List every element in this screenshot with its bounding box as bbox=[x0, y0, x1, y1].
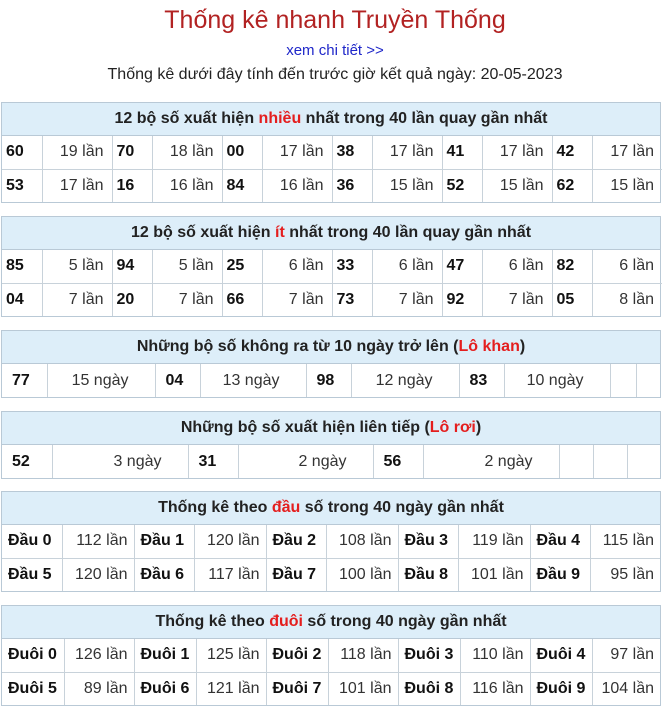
days-cell: 13 ngày bbox=[200, 364, 306, 397]
empty-cell bbox=[610, 364, 636, 397]
count-cell: 110 lần bbox=[460, 639, 530, 672]
days-cell: 12 ngày bbox=[351, 364, 459, 397]
count-cell: 89 lần bbox=[64, 672, 134, 705]
number-cell: 04 bbox=[2, 283, 42, 316]
number-cell: 31 bbox=[188, 445, 238, 478]
count-cell: 7 lần bbox=[152, 283, 222, 316]
table-row bbox=[2, 136, 662, 169]
days-cell: 3 ngày bbox=[52, 445, 188, 478]
table-row bbox=[2, 525, 660, 558]
count-cell: 108 lần bbox=[326, 525, 398, 558]
count-cell: 8 lần bbox=[592, 283, 662, 316]
number-cell: 98 bbox=[306, 364, 351, 397]
number-cell: Đầu 6 bbox=[134, 558, 194, 591]
count-cell: 7 lần bbox=[372, 283, 442, 316]
dau-header: Thống kê theo đầu số trong 40 ngày gần nhất bbox=[2, 492, 660, 525]
table-row bbox=[2, 283, 662, 316]
detail-link[interactable]: xem chi tiết >> bbox=[286, 42, 384, 59]
number-cell: 84 bbox=[222, 169, 262, 202]
count-cell: 120 lần bbox=[62, 558, 134, 591]
count-cell: 5 lần bbox=[42, 250, 112, 283]
count-cell: 17 lần bbox=[482, 136, 552, 169]
empty-cell bbox=[627, 445, 662, 478]
number-cell: Đầu 4 bbox=[530, 525, 590, 558]
duoi-header: Thống kê theo đuôi số trong 40 ngày gần nhất bbox=[2, 606, 660, 639]
count-cell: 120 lần bbox=[194, 525, 266, 558]
duoi-panel bbox=[1, 605, 661, 706]
count-cell: 101 lần bbox=[328, 672, 398, 705]
number-cell: 60 bbox=[2, 136, 42, 169]
number-cell: 77 bbox=[2, 364, 47, 397]
number-cell: 66 bbox=[222, 283, 262, 316]
most-frequent-table bbox=[2, 136, 662, 202]
lo-roi-panel bbox=[1, 411, 661, 479]
count-cell: 100 lần bbox=[326, 558, 398, 591]
number-cell: Đuôi 2 bbox=[266, 639, 328, 672]
number-cell: Đuôi 8 bbox=[398, 672, 460, 705]
count-cell: 15 lần bbox=[482, 169, 552, 202]
page-subtitle: Thống kê dưới đây tính đến trước giờ kết quả ngày: 20-05-2023 bbox=[107, 66, 563, 83]
count-cell: 126 lần bbox=[64, 639, 134, 672]
number-cell: 47 bbox=[442, 250, 482, 283]
number-cell: Đầu 9 bbox=[530, 558, 590, 591]
empty-cell bbox=[559, 445, 593, 478]
count-cell: 115 lần bbox=[590, 525, 660, 558]
number-cell: 56 bbox=[373, 445, 423, 478]
number-cell: 83 bbox=[459, 364, 504, 397]
count-cell: 117 lần bbox=[194, 558, 266, 591]
number-cell: Đầu 7 bbox=[266, 558, 326, 591]
count-cell: 7 lần bbox=[42, 283, 112, 316]
dau-panel bbox=[1, 491, 661, 592]
number-cell: 42 bbox=[552, 136, 592, 169]
number-cell: 33 bbox=[332, 250, 372, 283]
days-cell: 15 ngày bbox=[47, 364, 155, 397]
count-cell: 17 lần bbox=[372, 136, 442, 169]
number-cell: 92 bbox=[442, 283, 482, 316]
number-cell: 73 bbox=[332, 283, 372, 316]
days-cell: 10 ngày bbox=[504, 364, 610, 397]
count-cell: 17 lần bbox=[262, 136, 332, 169]
number-cell: 53 bbox=[2, 169, 42, 202]
days-cell: 2 ngày bbox=[238, 445, 373, 478]
number-cell: 38 bbox=[332, 136, 372, 169]
lo-roi-table bbox=[2, 445, 662, 478]
empty-cell bbox=[636, 364, 662, 397]
lo-khan-table bbox=[2, 364, 662, 397]
count-cell: 101 lần bbox=[458, 558, 530, 591]
number-cell: 36 bbox=[332, 169, 372, 202]
number-cell: Đuôi 6 bbox=[134, 672, 196, 705]
count-cell: 119 lần bbox=[458, 525, 530, 558]
number-cell: Đầu 2 bbox=[266, 525, 326, 558]
number-cell: 00 bbox=[222, 136, 262, 169]
most-frequent-header: 12 bộ số xuất hiện nhiều nhất trong 40 lần quay gần nhất bbox=[2, 103, 660, 136]
count-cell: 95 lần bbox=[590, 558, 660, 591]
number-cell: Đuôi 9 bbox=[530, 672, 592, 705]
dau-table bbox=[2, 525, 660, 591]
table-row bbox=[2, 169, 662, 202]
count-cell: 118 lần bbox=[328, 639, 398, 672]
lo-khan-header: Những bộ số không ra từ 10 ngày trở lên (Lô khan) bbox=[2, 331, 660, 364]
number-cell: 85 bbox=[2, 250, 42, 283]
number-cell: 52 bbox=[442, 169, 482, 202]
number-cell: Đầu 1 bbox=[134, 525, 194, 558]
number-cell: 41 bbox=[442, 136, 482, 169]
count-cell: 121 lần bbox=[196, 672, 266, 705]
least-frequent-header: 12 bộ số xuất hiện ít nhất trong 40 lần quay gần nhất bbox=[2, 217, 660, 250]
count-cell: 15 lần bbox=[592, 169, 662, 202]
count-cell: 6 lần bbox=[262, 250, 332, 283]
table-row bbox=[2, 558, 660, 591]
number-cell: Đuôi 4 bbox=[530, 639, 592, 672]
count-cell: 104 lần bbox=[592, 672, 660, 705]
count-cell: 17 lần bbox=[592, 136, 662, 169]
most-frequent-panel bbox=[1, 102, 661, 203]
count-cell: 18 lần bbox=[152, 136, 222, 169]
count-cell: 116 lần bbox=[460, 672, 530, 705]
count-cell: 15 lần bbox=[372, 169, 442, 202]
table-row bbox=[2, 364, 662, 397]
table-row bbox=[2, 445, 662, 478]
number-cell: Đuôi 3 bbox=[398, 639, 460, 672]
table-row bbox=[2, 672, 660, 705]
lo-roi-header: Những bộ số xuất hiện liên tiếp (Lô rơi) bbox=[2, 412, 660, 445]
count-cell: 112 lần bbox=[62, 525, 134, 558]
number-cell: Đầu 0 bbox=[2, 525, 62, 558]
least-frequent-table bbox=[2, 250, 662, 316]
number-cell: 52 bbox=[2, 445, 52, 478]
number-cell: 05 bbox=[552, 283, 592, 316]
number-cell: Đuôi 1 bbox=[134, 639, 196, 672]
count-cell: 125 lần bbox=[196, 639, 266, 672]
count-cell: 97 lần bbox=[592, 639, 660, 672]
duoi-table bbox=[2, 639, 660, 705]
count-cell: 6 lần bbox=[482, 250, 552, 283]
count-cell: 7 lần bbox=[482, 283, 552, 316]
number-cell: 16 bbox=[112, 169, 152, 202]
table-row bbox=[2, 250, 662, 283]
count-cell: 16 lần bbox=[152, 169, 222, 202]
number-cell: Đuôi 7 bbox=[266, 672, 328, 705]
page-title: Thống kê nhanh Truyền Thống bbox=[164, 6, 506, 34]
number-cell: 25 bbox=[222, 250, 262, 283]
days-cell: 2 ngày bbox=[423, 445, 559, 478]
number-cell: Đuôi 5 bbox=[2, 672, 64, 705]
number-cell: 04 bbox=[155, 364, 200, 397]
count-cell: 16 lần bbox=[262, 169, 332, 202]
lo-khan-panel bbox=[1, 330, 661, 398]
empty-cell bbox=[593, 445, 627, 478]
number-cell: 94 bbox=[112, 250, 152, 283]
count-cell: 6 lần bbox=[592, 250, 662, 283]
least-frequent-panel bbox=[1, 216, 661, 317]
count-cell: 5 lần bbox=[152, 250, 222, 283]
number-cell: Đầu 5 bbox=[2, 558, 62, 591]
number-cell: Đuôi 0 bbox=[2, 639, 64, 672]
number-cell: 82 bbox=[552, 250, 592, 283]
count-cell: 17 lần bbox=[42, 169, 112, 202]
count-cell: 7 lần bbox=[262, 283, 332, 316]
number-cell: 20 bbox=[112, 283, 152, 316]
table-row bbox=[2, 639, 660, 672]
count-cell: 6 lần bbox=[372, 250, 442, 283]
count-cell: 19 lần bbox=[42, 136, 112, 169]
number-cell: Đầu 8 bbox=[398, 558, 458, 591]
number-cell: Đầu 3 bbox=[398, 525, 458, 558]
number-cell: 62 bbox=[552, 169, 592, 202]
number-cell: 70 bbox=[112, 136, 152, 169]
